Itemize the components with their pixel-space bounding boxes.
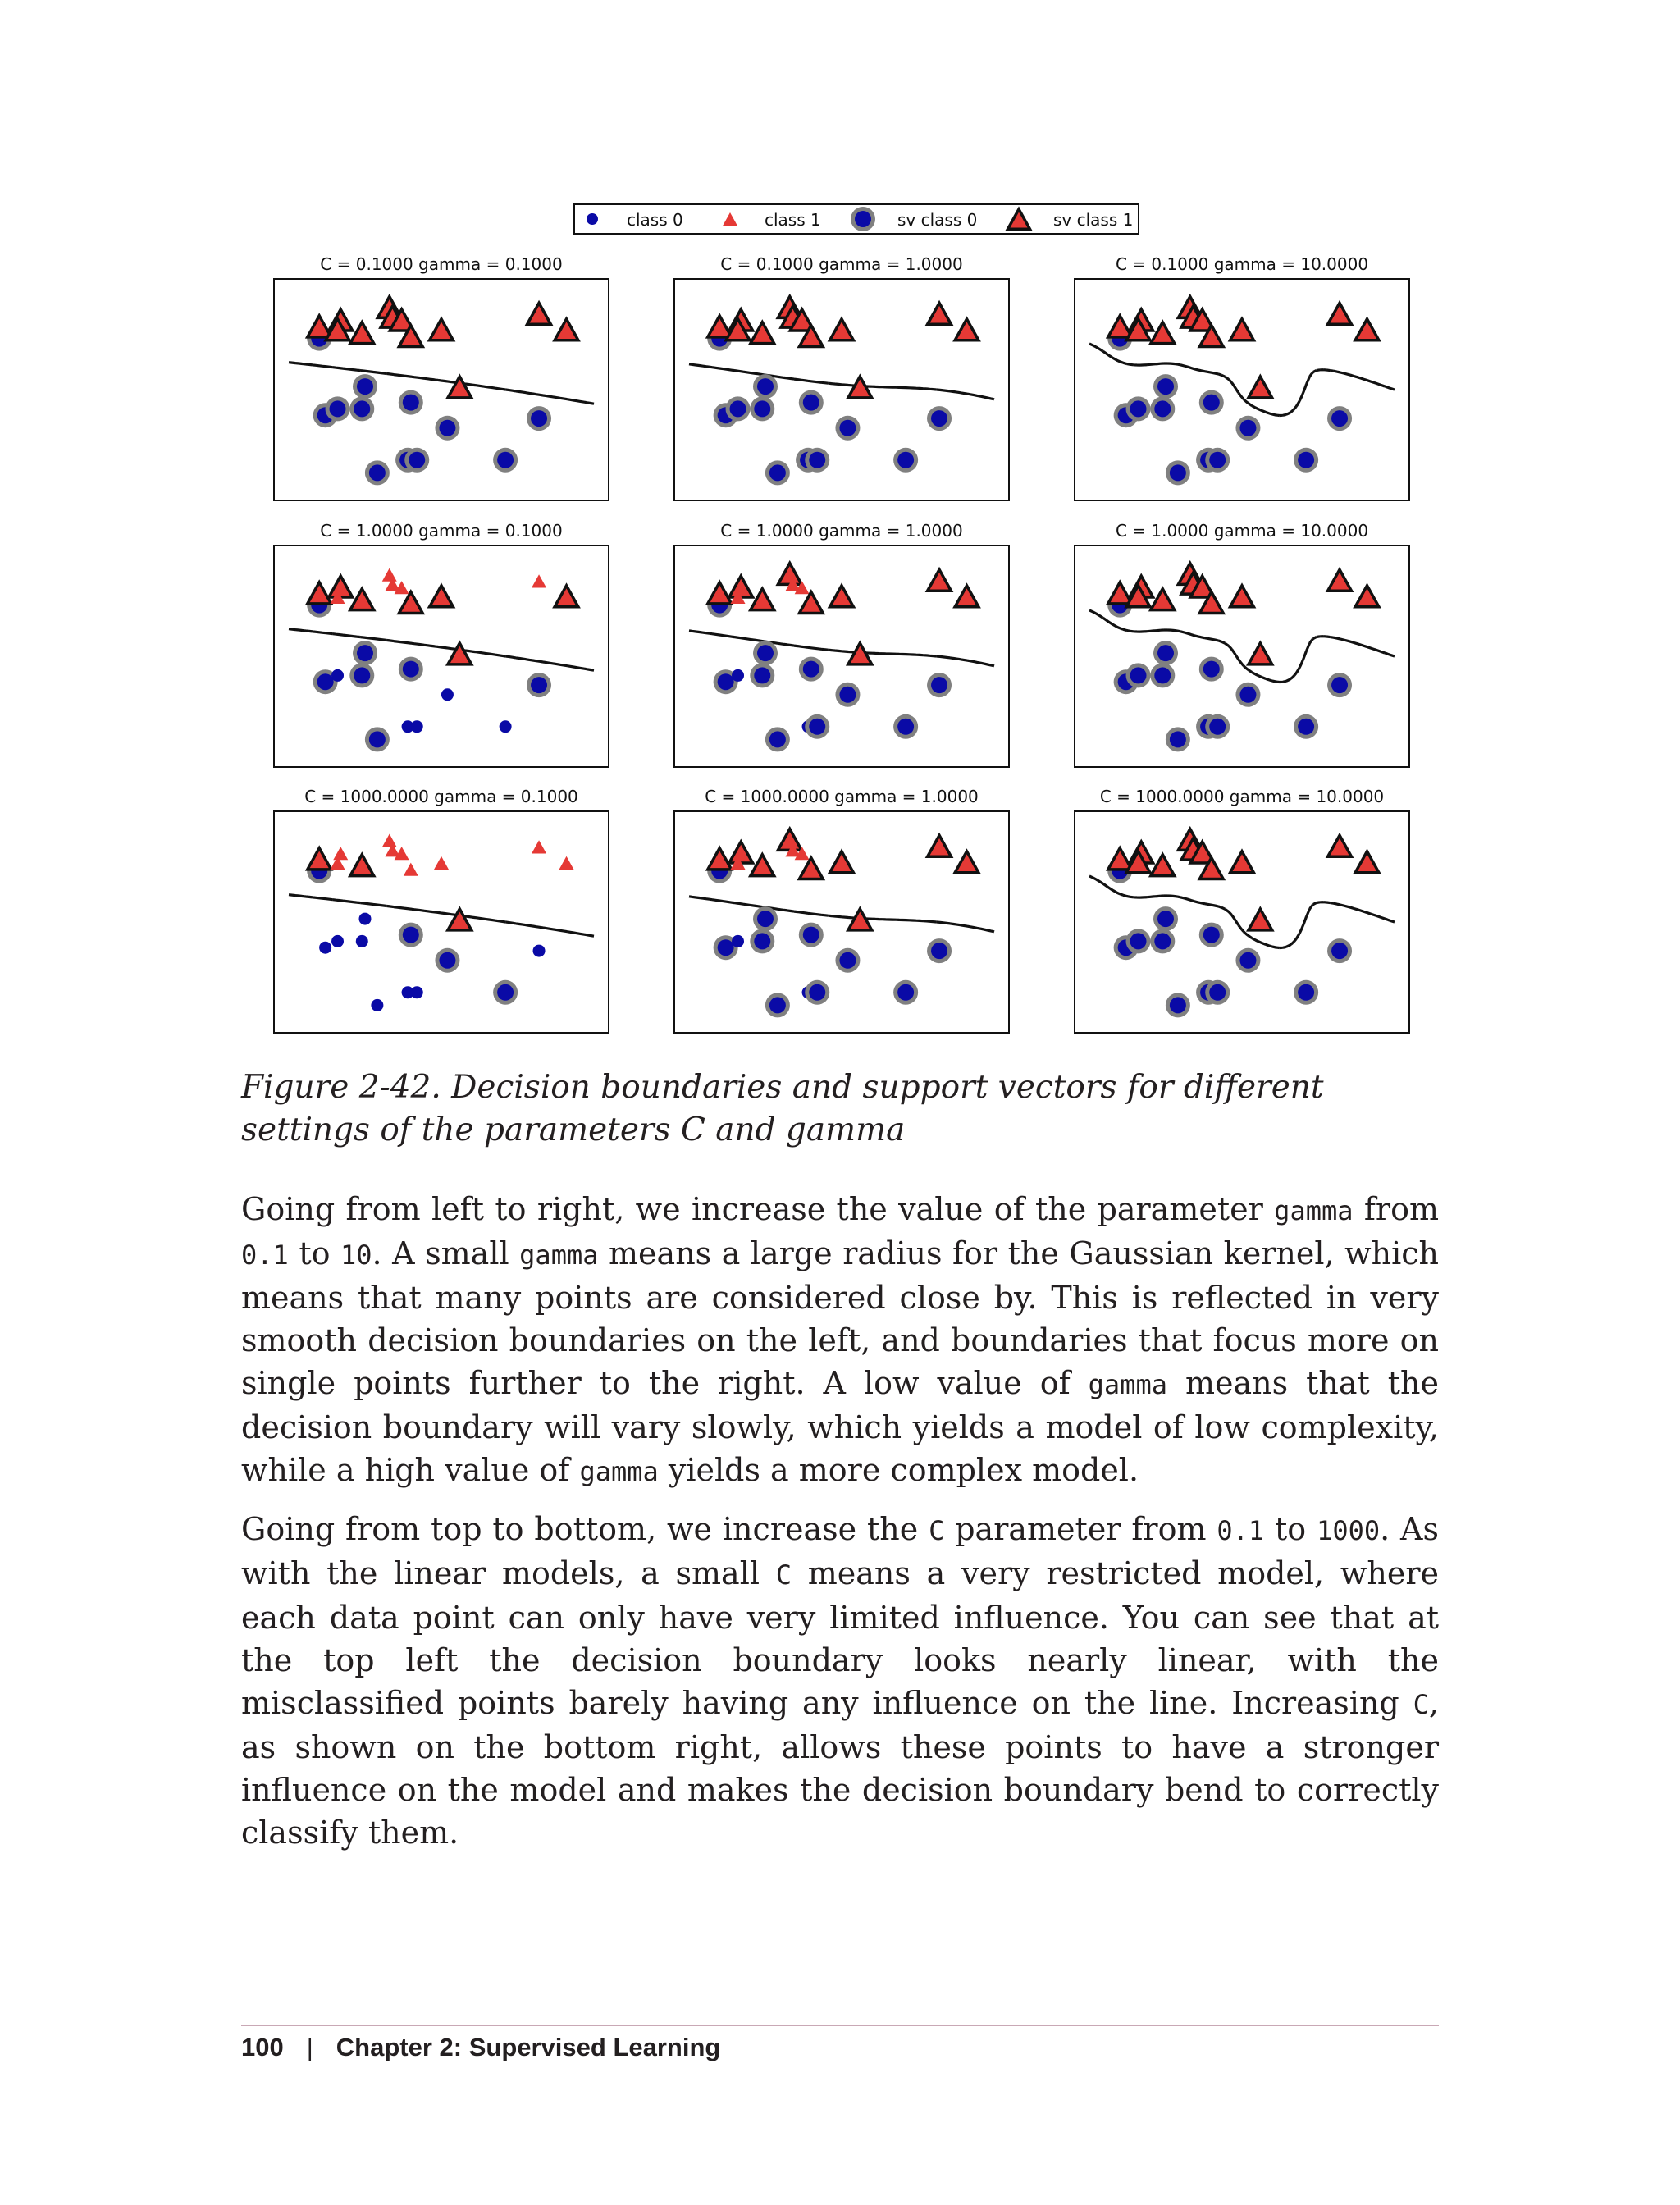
sv-class1-point: [555, 586, 578, 607]
text-run: Going from left to right, we increase the value of the parameter: [241, 1191, 1275, 1227]
sv-class1-point: [430, 586, 454, 607]
sv-class1-point: [799, 858, 823, 879]
page-number: 100: [241, 2033, 284, 2061]
class1-point: [532, 574, 546, 587]
panel: [274, 787, 609, 1033]
sv-class0-point: [754, 400, 770, 417]
class0-point: [533, 945, 546, 957]
panel: [1075, 254, 1409, 500]
sv-class0-point: [754, 933, 770, 949]
sv-class1-point: [350, 855, 374, 876]
panel-title: C = 1000.0000 gamma = 0.1000: [304, 787, 578, 806]
text-run: to: [1264, 1511, 1317, 1547]
sv-class0-point: [839, 952, 856, 969]
class1-point: [382, 834, 397, 847]
sv-class0-point: [1203, 927, 1220, 943]
sv-class0-point: [803, 661, 819, 678]
sv-class1-point: [1249, 909, 1272, 930]
sv-class0-point: [354, 667, 370, 683]
sv-class0-point: [757, 911, 774, 927]
body-text: [241, 1188, 1439, 1869]
sv-class0-point: [1331, 677, 1348, 693]
sv-class0-point: [1130, 400, 1147, 417]
sv-class0-point: [809, 452, 825, 468]
class0-point: [356, 935, 368, 947]
sv-class1-point: [448, 909, 472, 930]
class0-point: [411, 720, 423, 733]
sv-class1-point: [708, 316, 732, 337]
class0-point: [331, 935, 344, 947]
sv-class1-point: [955, 851, 979, 873]
panel-frame: [674, 279, 1009, 500]
sv-class1-point: [928, 303, 952, 324]
text-run: parameter from: [944, 1511, 1217, 1547]
sv-class0-point: [1130, 667, 1147, 683]
sv-class1-point: [1108, 582, 1132, 604]
sv-class0-point: [754, 667, 770, 683]
sv-class0-point: [531, 677, 547, 693]
text-run: Going from top to bottom, we increase the: [241, 1511, 929, 1547]
sv-class0-point: [439, 420, 455, 436]
sv-class0-point: [1157, 378, 1174, 395]
panel: [674, 254, 1009, 500]
sv-class1-point: [448, 377, 472, 398]
sv-class0-point: [718, 939, 734, 956]
class0-point: [319, 942, 331, 954]
panel-frame: [1075, 811, 1409, 1033]
sv-class0-point: [1157, 645, 1174, 661]
sv-class0-point: [403, 395, 419, 411]
sv-class0-point: [369, 464, 386, 481]
sv-class0-point: [897, 452, 914, 468]
sv-class0-point: [803, 395, 819, 411]
panel-title: C = 0.1000 gamma = 1.0000: [720, 254, 963, 274]
sv-class0-point: [1298, 984, 1314, 1001]
sv-class0-point: [1331, 943, 1348, 959]
sv-class1-point: [1230, 319, 1254, 340]
text-run: yields a more complex model.: [658, 1452, 1139, 1488]
panel-frame: [1075, 279, 1409, 500]
sv-class0-point: [1209, 452, 1226, 468]
sv-class1-point: [308, 582, 331, 604]
sv-class0-point: [1170, 731, 1186, 747]
sv-class1-point: [928, 569, 952, 591]
inline-code: gamma: [579, 1456, 659, 1487]
sv-class1-point: [751, 855, 774, 876]
text-run: . A small: [372, 1235, 520, 1271]
inline-code: 0.1: [241, 1239, 289, 1271]
sv-class1-point: [1230, 586, 1254, 607]
sv-class1-point: [1249, 377, 1272, 398]
class1-point: [404, 863, 418, 876]
sv-class0-point: [1154, 933, 1171, 949]
decision-boundary: [689, 364, 994, 399]
sv-class0-point: [357, 645, 373, 661]
sv-class0-point: [1209, 984, 1226, 1001]
sv-class1-point: [830, 586, 854, 607]
sv-class0-point: [1154, 667, 1171, 683]
figure-caption: Figure 2-42. Decision boundaries and support vectors for different settings of the parameters C and gamma: [241, 1069, 1324, 1148]
panel-title: C = 1.0000 gamma = 0.1000: [320, 521, 563, 541]
text-run: from: [1353, 1191, 1439, 1227]
sv-class1-point: [1151, 322, 1175, 344]
sv-class0-point: [897, 984, 914, 1001]
panel-title: C = 1000.0000 gamma = 10.0000: [1099, 787, 1385, 806]
text-run: means a large radius for the Gaussian kernel, which means that many points are considered close by. This is reflected in very smooth decision boundaries on the left, and boundaries that focus more on single points further to the right. A low value of: [241, 1235, 1439, 1401]
sv-class0-point: [839, 420, 856, 436]
text-run: means a very restricted model, where each data point can only have very limited influence. You can see that at the top left the decision boundary looks nearly linear, with the misclassified points barely having any influence on the line. Increasing: [241, 1555, 1440, 1721]
class0-point: [411, 986, 423, 998]
sv-class1-point: [708, 582, 732, 604]
sv-class0-point: [757, 378, 774, 395]
sv-class1-point: [308, 316, 331, 337]
sv-class1-point: [708, 848, 732, 870]
text-run: means that the decision boundary will vary slowly, which yields a model of low complexity, while a high value of: [241, 1365, 1439, 1488]
sv-class1-point: [729, 576, 753, 597]
sv-class0-point: [1298, 452, 1314, 468]
panel-frame: [274, 811, 609, 1033]
footer-separator: |: [306, 2033, 313, 2061]
sv-class1-point: [751, 322, 774, 344]
inline-code: gamma: [1088, 1369, 1167, 1400]
sv-class1-point: [1355, 851, 1379, 873]
sv-class1-point: [830, 851, 854, 873]
sv-class1-point: [778, 829, 801, 851]
sv-class0-point: [1154, 400, 1171, 417]
panel-frame: [274, 546, 609, 767]
panel-title: C = 0.1000 gamma = 10.0000: [1115, 254, 1369, 274]
sv-class1-point: [350, 589, 374, 610]
sv-class1-point: [1328, 835, 1352, 856]
class1-point: [434, 856, 449, 870]
sv-class0-point: [369, 731, 386, 747]
sv-class0-point: [1239, 420, 1256, 436]
sv-class0-point: [718, 673, 734, 690]
sv-class1-point: [955, 586, 979, 607]
sv-class0-point: [497, 452, 514, 468]
panel-frame: [274, 279, 609, 500]
class1-point: [382, 568, 397, 582]
sv-class1-point: [1230, 851, 1254, 873]
sv-class0-point: [809, 984, 825, 1001]
sv-class0-point: [531, 410, 547, 427]
sv-class0-point: [769, 464, 786, 481]
panel-title: C = 1.0000 gamma = 1.0000: [720, 521, 963, 541]
panel-title: C = 1.0000 gamma = 10.0000: [1115, 521, 1369, 541]
sv-class1-point: [1151, 589, 1175, 610]
svm-parameter-grid-figure: [0, 0, 1680, 1058]
class1-point: [532, 840, 546, 853]
sv-class1-point: [778, 564, 801, 585]
sv-class1-point: [399, 592, 422, 614]
panel: [274, 521, 609, 767]
class0-point: [371, 999, 383, 1011]
sv-class0-point: [354, 400, 370, 417]
sv-class0-point: [1203, 661, 1220, 678]
decision-boundary: [689, 897, 994, 932]
class0-point: [500, 720, 512, 733]
panel-frame: [1075, 546, 1409, 767]
sv-class0-point: [357, 378, 373, 395]
sv-class1-point: [350, 322, 374, 344]
sv-class1-point: [799, 592, 823, 614]
sv-class1-point: [1355, 319, 1379, 340]
sv-class1-point: [1328, 569, 1352, 591]
class0-point: [359, 913, 372, 925]
sv-class1-point: [1355, 586, 1379, 607]
sv-class0-point: [439, 952, 455, 969]
sv-class0-point: [1203, 395, 1220, 411]
sv-class0-point: [931, 943, 947, 959]
sv-class1-point: [1151, 855, 1175, 876]
sv-class0-point: [330, 400, 346, 417]
sv-class0-point: [1130, 933, 1147, 949]
sv-class0-point: [730, 400, 746, 417]
sv-class1-point: [1249, 643, 1272, 664]
sv-class0-point: [931, 410, 947, 427]
page-footer: [241, 2033, 720, 2062]
sv-class0-point: [409, 452, 425, 468]
inline-code: C: [775, 1559, 792, 1591]
inline-code: 10: [340, 1239, 372, 1271]
sv-class0-point: [1170, 997, 1186, 1013]
sv-class1-point: [555, 319, 578, 340]
sv-class1-point: [329, 576, 353, 597]
decision-boundary: [289, 895, 594, 937]
paragraph-gamma: [241, 1188, 1439, 1493]
legend-label: sv class 1: [1053, 210, 1134, 230]
legend: [574, 204, 1139, 234]
sv-class1-point: [448, 643, 472, 664]
sv-class0-point: [897, 719, 914, 735]
panel: [1075, 787, 1409, 1033]
legend-label: class 1: [765, 210, 821, 230]
panel-frame: [674, 546, 1009, 767]
sv-class0-point: [403, 927, 419, 943]
panel: [1075, 521, 1409, 767]
class0-point: [331, 669, 344, 682]
sv-class0-point: [931, 677, 947, 693]
sv-class0-point: [403, 661, 419, 678]
panel-title: C = 1000.0000 gamma = 1.0000: [705, 787, 979, 806]
sv-class0-point: [1157, 911, 1174, 927]
class0-point: [732, 669, 744, 682]
sv-class1-point: [955, 319, 979, 340]
sv-class0-point: [317, 673, 334, 690]
decision-boundary: [689, 631, 994, 666]
class1-point: [559, 856, 574, 870]
sv-class0-point: [769, 731, 786, 747]
sv-class1-point: [430, 319, 454, 340]
chapter-title: Chapter 2: Supervised Learning: [336, 2033, 721, 2061]
sv-class1-point: [1108, 848, 1132, 870]
inline-code: C: [929, 1515, 945, 1546]
panel-frame: [674, 811, 1009, 1033]
inline-code: gamma: [1274, 1195, 1354, 1226]
sv-class1-point: [1328, 303, 1352, 324]
sv-class0-point: [757, 645, 774, 661]
sv-class0-point: [769, 997, 786, 1013]
sv-class0-point: [803, 927, 819, 943]
sv-class0-point: [1239, 687, 1256, 703]
sv-class0-point: [1298, 719, 1314, 735]
sv-class0-point: [1331, 410, 1348, 427]
text-run: . As with the linear models, a small: [241, 1511, 1439, 1591]
sv-class1-point: [830, 319, 854, 340]
sv-class0-point: [1209, 719, 1226, 735]
sv-class0-point: [1239, 952, 1256, 969]
sv-class1-point: [308, 848, 331, 870]
legend-label: class 0: [627, 210, 683, 230]
inline-code: gamma: [519, 1239, 599, 1271]
sv-class1-point: [751, 589, 774, 610]
legend-sv-class0-marker: [855, 211, 871, 227]
panel: [674, 787, 1009, 1033]
sv-class0-point: [1170, 464, 1186, 481]
panel-title: C = 0.1000 gamma = 0.1000: [320, 254, 563, 274]
paragraph-c: [241, 1508, 1439, 1854]
sv-class1-point: [928, 835, 952, 856]
sv-class1-point: [729, 842, 753, 863]
sv-class0-point: [497, 984, 514, 1001]
legend-label: sv class 0: [897, 210, 978, 230]
sv-class0-point: [809, 719, 825, 735]
text-run: , as shown on the bottom right, allows these points to have a stronger influence on the model and makes the decision boundary bend to correctly classify them.: [241, 1685, 1439, 1851]
sv-class1-point: [527, 303, 551, 324]
inline-code: 0.1: [1217, 1515, 1265, 1546]
inline-code: 1000: [1317, 1515, 1381, 1546]
panel: [674, 521, 1009, 767]
legend-class0-marker: [587, 213, 598, 225]
panel: [274, 254, 609, 500]
class1-point: [333, 847, 348, 860]
text-run: to: [288, 1235, 341, 1271]
decision-boundary: [289, 629, 594, 671]
footer-rule: [241, 2025, 1439, 2026]
class0-point: [441, 688, 454, 701]
sv-class1-point: [1108, 316, 1132, 337]
inline-code: C: [1413, 1689, 1429, 1720]
class0-point: [732, 935, 744, 947]
sv-class0-point: [839, 687, 856, 703]
